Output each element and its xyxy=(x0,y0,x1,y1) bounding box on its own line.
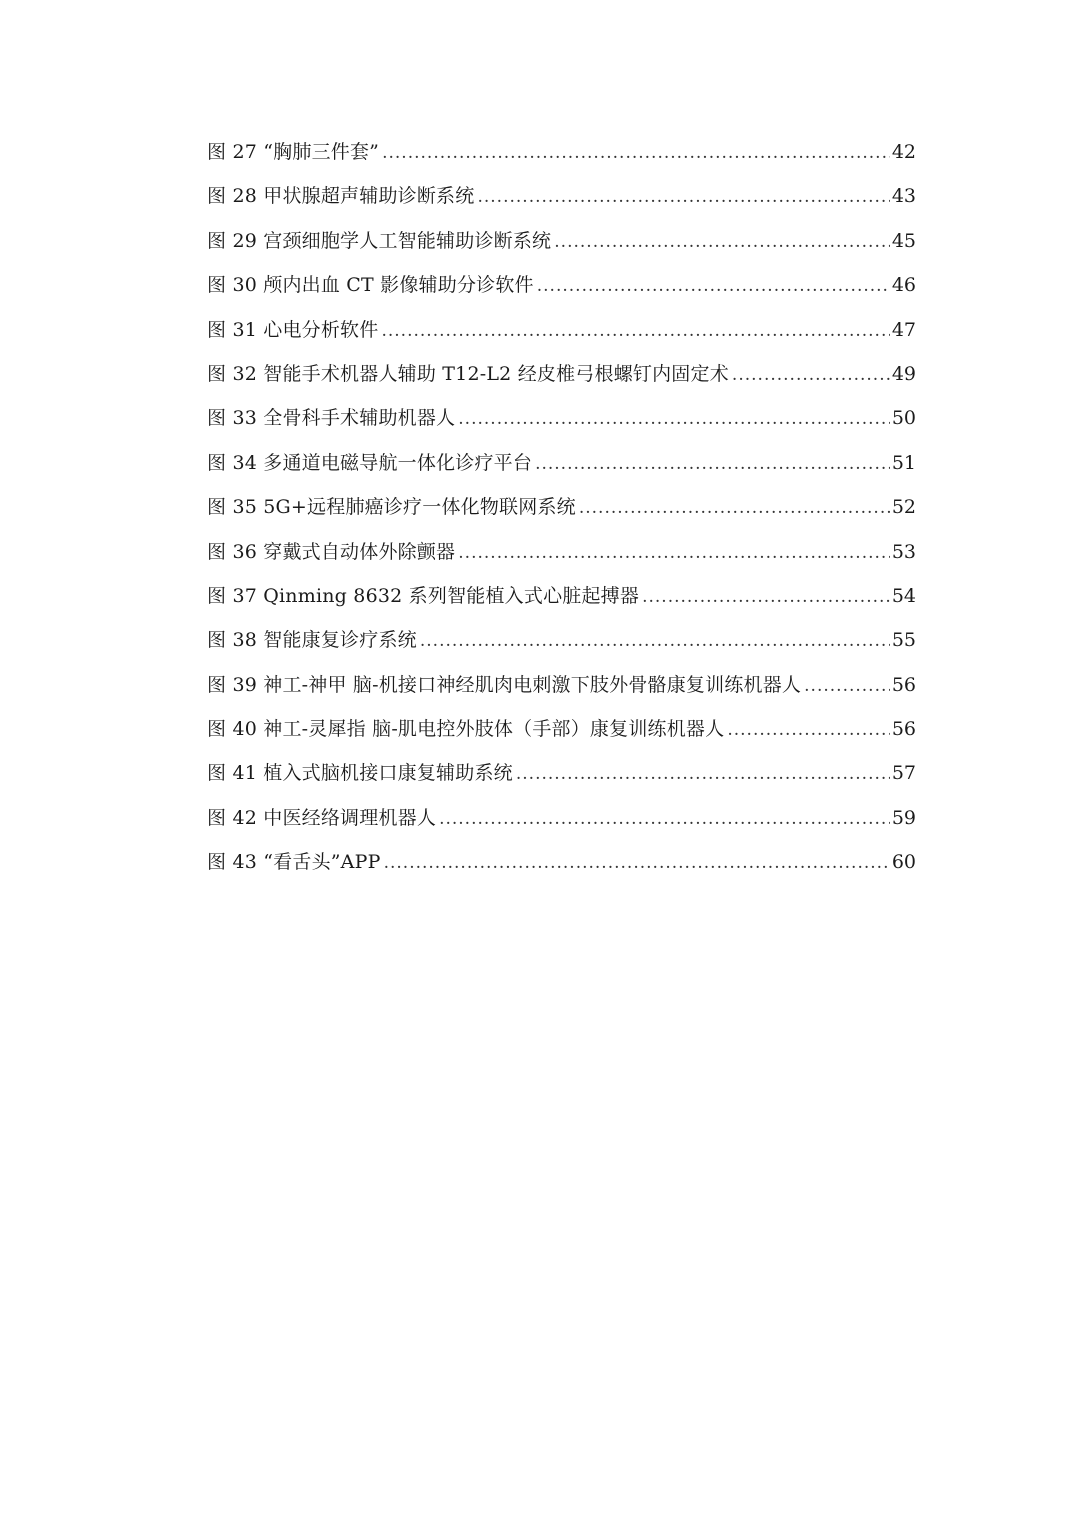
toc-entry-page: 60 xyxy=(891,851,916,874)
toc-entry-title: 图 37 Qinming 8632 系列智能植入式心脏起搏器 xyxy=(207,584,640,607)
dot-leader xyxy=(382,131,890,175)
toc-entry-title: 图 39 神工-神甲 脑-机接口神经肌肉电刺激下肢外骨骼康复训练机器人 xyxy=(207,673,802,696)
toc-entry-page: 54 xyxy=(891,584,916,607)
toc-entry-fig38[interactable] xyxy=(207,618,916,662)
toc-entry-page: 46 xyxy=(891,274,916,297)
toc-entry-title: 图 43 “看舌头”APP xyxy=(207,851,381,874)
toc-entry-title: 图 40 神工-灵犀指 脑-肌电控外肢体（手部）康复训练机器人 xyxy=(207,718,725,741)
toc-entry-fig31[interactable] xyxy=(207,308,916,352)
toc-entry-page: 57 xyxy=(891,762,916,785)
toc-entry-page: 59 xyxy=(891,806,916,829)
dot-leader xyxy=(642,575,890,619)
dot-leader xyxy=(458,397,890,441)
dot-leader xyxy=(537,264,890,308)
toc-entry-title: 图 36 穿戴式自动体外除颤器 xyxy=(207,540,456,563)
dot-leader xyxy=(516,752,890,796)
toc-entry-title: 图 30 颅内出血 CT 影像辅助分诊软件 xyxy=(207,274,534,297)
toc-entry-page: 47 xyxy=(891,318,916,341)
dot-leader xyxy=(381,309,889,353)
toc-entry-page: 51 xyxy=(891,451,916,474)
toc-entry-title: 图 33 全骨科手术辅助机器人 xyxy=(207,407,456,430)
toc-entry-title: 图 29 宫颈细胞学人工智能辅助诊断系统 xyxy=(207,229,552,252)
dot-leader xyxy=(384,841,890,885)
toc-entry-fig32[interactable] xyxy=(207,352,916,396)
toc-entry-fig37[interactable] xyxy=(207,574,916,618)
toc-entry-page: 55 xyxy=(891,629,916,652)
toc-entry-title: 图 42 中医经络调理机器人 xyxy=(207,806,437,829)
toc-entry-title: 图 31 心电分析软件 xyxy=(207,318,379,341)
toc-entry-fig30[interactable] xyxy=(207,263,916,307)
toc-entry-fig36[interactable] xyxy=(207,530,916,574)
toc-entry-page: 56 xyxy=(891,673,916,696)
toc-entry-fig27[interactable] xyxy=(207,130,916,174)
dot-leader xyxy=(458,531,890,575)
toc-entry-fig43[interactable] xyxy=(207,840,916,884)
toc-entry-fig34[interactable] xyxy=(207,441,916,485)
toc-entry-title: 图 34 多通道电磁导航一体化诊疗平台 xyxy=(207,451,533,474)
dot-leader xyxy=(477,175,889,219)
toc-entry-title: 图 27 “胸肺三件套” xyxy=(207,141,380,163)
dot-leader xyxy=(727,708,889,752)
toc-entry-title: 图 41 植入式脑机接口康复辅助系统 xyxy=(207,762,513,785)
toc-entry-fig33[interactable] xyxy=(207,396,916,440)
toc-entry-page: 52 xyxy=(891,496,916,519)
toc-entry-title: 图 28 甲状腺超声辅助诊断系统 xyxy=(207,185,475,208)
toc-entry-title: 图 32 智能手术机器人辅助 T12-L2 经皮椎弓根螺钉内固定术 xyxy=(207,362,729,385)
toc-entry-page: 43 xyxy=(891,185,916,208)
toc-entry-page: 45 xyxy=(891,229,916,252)
toc-entry-page: 53 xyxy=(891,540,916,563)
dot-leader xyxy=(554,220,890,264)
dot-leader xyxy=(732,353,890,397)
dot-leader xyxy=(420,619,890,663)
figure-list xyxy=(207,130,916,885)
toc-entry-fig29[interactable] xyxy=(207,219,916,263)
toc-entry-page: 49 xyxy=(891,362,916,385)
toc-entry-fig39[interactable] xyxy=(207,663,916,707)
toc-entry-fig41[interactable] xyxy=(207,751,916,795)
toc-entry-title: 图 38 智能康复诊疗系统 xyxy=(207,629,417,652)
dot-leader xyxy=(439,797,890,841)
toc-entry-fig42[interactable] xyxy=(207,796,916,840)
toc-entry-page: 42 xyxy=(891,141,916,163)
toc-entry-page: 56 xyxy=(891,718,916,741)
toc-entry-page: 50 xyxy=(891,407,916,430)
dot-leader xyxy=(579,486,890,530)
toc-entry-fig28[interactable] xyxy=(207,174,916,218)
dot-leader xyxy=(804,664,890,708)
toc-entry-fig35[interactable] xyxy=(207,485,916,529)
dot-leader xyxy=(535,442,890,486)
toc-entry-fig40[interactable] xyxy=(207,707,916,751)
toc-entry-title: 图 35 5G+远程肺癌诊疗一体化物联网系统 xyxy=(207,496,576,519)
